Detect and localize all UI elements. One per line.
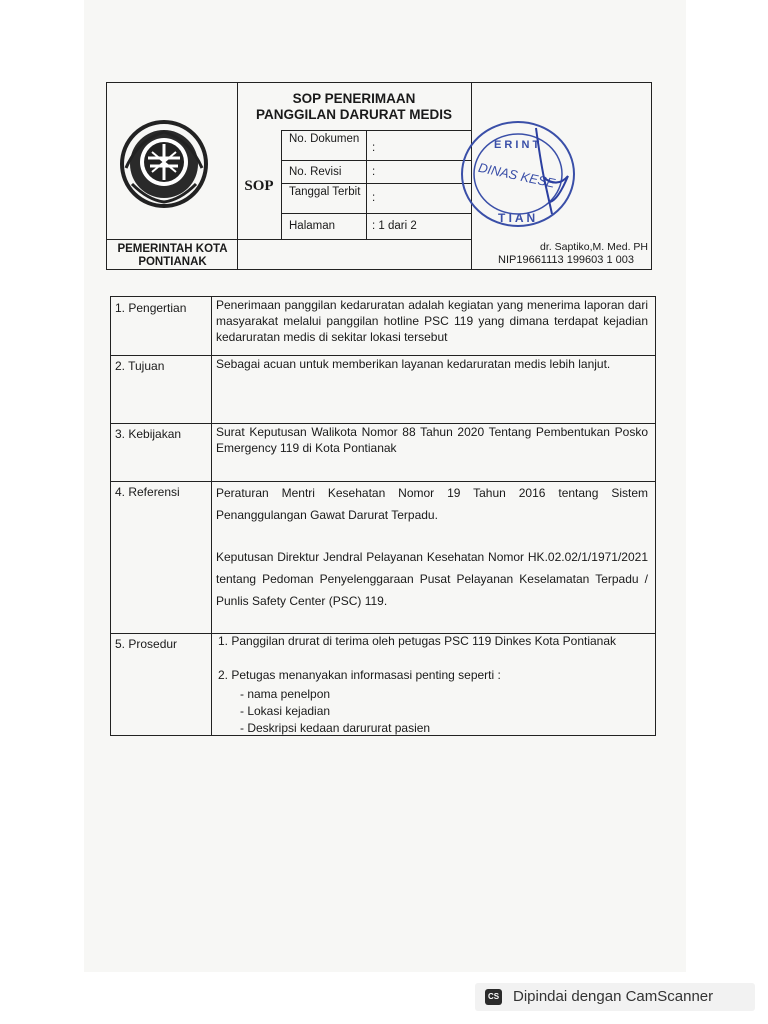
procedure-step: 2. Petugas menanyakan informasasi penting seperti : [218, 668, 501, 682]
section-label-referensi: 4. Referensi [115, 485, 180, 499]
procedure-bullet: - Deskripsi kedaan darururat pasien [240, 721, 431, 735]
field-value-halaman: : 1 dari 2 [372, 220, 417, 232]
section-text-kebijakan: Surat Keputusan Walikota Nomor 88 Tahun 2020 Tentang Pembentukan Posko Emergency 119 di Kota Pontianak [216, 425, 648, 455]
field-value-no-revisi: : [372, 166, 376, 178]
field-value-tanggal-terbit: : [372, 192, 376, 204]
signer-nip: NIP19661113 199603 1 003 [498, 254, 634, 266]
field-value-no-dokumen: : [372, 142, 376, 154]
procedure-step: 1. Panggilan drurat di terima oleh petugas PSC 119 Dinkes Kota Pontianak [218, 634, 617, 648]
document-title: SOP PENERIMAAN PANGGILAN DARURAT MEDIS [256, 91, 452, 122]
section-text-tujuan: Sebagai acuan untuk memberikan layanan kedaruratan medis lebih lanjut. [216, 357, 611, 371]
svg-text:DINAS KESE: DINAS KESE [477, 159, 557, 191]
camscanner-icon: CS [485, 989, 502, 1005]
official-stamp-icon [458, 118, 586, 230]
section-label-tujuan: 2. Tujuan [115, 359, 165, 373]
organization-name: PEMERINTAH KOTA PONTIANAK [117, 243, 228, 268]
svg-text:E R I N T: E R I N T [494, 139, 540, 151]
signer-name: dr. Saptiko,M. Med. PH [540, 241, 648, 253]
section-text-referensi-1: Peraturan Mentri Kesehatan Nomor 19 Tahun 2016 tentang Sistem Penanggulangan Gawat Darurat Terpadu. [216, 486, 648, 522]
city-logo-icon [118, 118, 210, 210]
procedure-bullet: - Lokasi kejadian [240, 704, 331, 718]
field-label-tanggal-terbit: Tanggal Terbit [289, 186, 361, 198]
section-label-pengertian: 1. Pengertian [115, 301, 187, 315]
procedure-bullet: - nama penelpon [240, 687, 331, 701]
field-label-no-revisi: No. Revisi [289, 166, 342, 178]
field-label-no-dokumen: No. Dokumen [289, 133, 360, 145]
section-text-pengertian: Penerimaan panggilan kedaruratan adalah kegiatan yang menerima laporan dari masyarakat melalui panggilan hotline PSC 119 yang dimana terdapat kejadian kedaruratan medis di sekitar lokasi tersebut [216, 298, 648, 344]
camscanner-watermark [475, 983, 755, 1011]
sop-label: SOP [244, 178, 274, 194]
svg-text:T I A N: T I A N [498, 211, 536, 225]
field-label-halaman: Halaman [289, 220, 336, 232]
section-label-prosedur: 5. Prosedur [115, 637, 178, 651]
section-text-referensi-2: Keputusan Direktur Jendral Pelayanan Kesehatan Nomor HK.02.02/1/1971/2021 tentang Pedoman Penyelenggaraan Pusat Pelayanan Keselamatan Terpadu / Punlis Safety Center (PSC) 119. [216, 550, 648, 608]
camscanner-text: Dipindai dengan CamScanner [513, 988, 714, 1005]
section-label-kebijakan: 3. Kebijakan [115, 427, 182, 441]
